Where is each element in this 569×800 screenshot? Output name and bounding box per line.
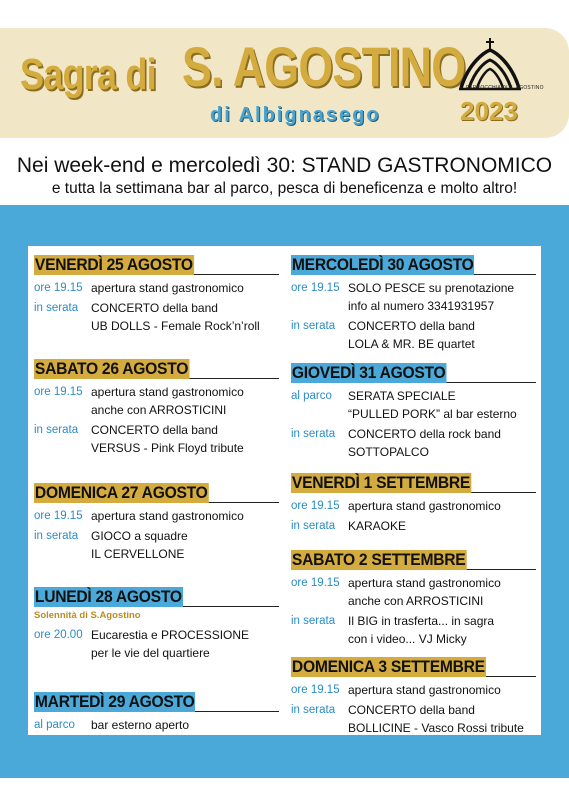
event-time: ore 19.15 <box>291 684 340 696</box>
day-block <box>34 587 279 662</box>
day-title: VENERDÌ 1 SETTEMBRE <box>291 473 471 492</box>
intro-headline: Nei week-end e mercoledì 30: STAND GASTRONOMICO <box>16 154 553 177</box>
day-block <box>34 255 279 335</box>
intro-subline: e tutta la settimana bar al parco, pesca di beneficenza e molto altro! <box>51 180 518 197</box>
day-header <box>34 692 279 712</box>
event-row <box>34 507 279 525</box>
event-row <box>291 574 536 610</box>
event-row <box>291 701 536 737</box>
day-block <box>291 473 536 535</box>
day-title: LUNEDÌ 28 AGOSTO <box>34 587 182 606</box>
event-time: in serata <box>291 320 336 332</box>
event-line: apertura stand gastronomico <box>91 281 244 295</box>
event-time: in serata <box>291 428 336 440</box>
event-time: in serata <box>291 615 336 627</box>
event-time: in serata <box>291 520 336 532</box>
day-header <box>291 657 536 677</box>
event-row <box>34 626 279 662</box>
day-block <box>291 255 536 353</box>
event-time: al parco <box>34 719 75 731</box>
event-line: SOTTOPALCO <box>348 445 429 459</box>
event-line: info al numero 3341931957 <box>348 299 495 313</box>
event-row <box>291 612 536 648</box>
event-line: SOLO PESCE su prenotazione <box>348 281 515 295</box>
event-line: LOLA & MR. BE quartet <box>348 337 475 351</box>
event-line: “PULLED PORK” al bar esterno <box>348 407 517 421</box>
event-time: ore 19.15 <box>291 500 340 512</box>
event-line: SERATA SPECIALE <box>348 389 456 403</box>
event-line: CONCERTO della rock band <box>348 427 501 441</box>
event-time: al parco <box>291 390 332 402</box>
day-title: VENERDÌ 25 AGOSTO <box>34 255 193 274</box>
day-header <box>34 359 279 379</box>
event-time: ore 19.15 <box>34 386 83 398</box>
title-saint-name: S. AGOSTINO <box>182 35 466 98</box>
event-row <box>291 425 536 461</box>
event-time: in serata <box>34 530 79 542</box>
day-header <box>291 255 536 275</box>
title-place: di Albignasego <box>210 104 381 126</box>
event-row <box>34 279 279 297</box>
day-block <box>34 692 279 734</box>
event-row <box>34 421 279 457</box>
day-header <box>291 363 536 383</box>
event-time: ore 20.00 <box>34 629 83 641</box>
day-title: MARTEDÌ 29 AGOSTO <box>34 692 195 711</box>
footer-strip <box>0 778 569 800</box>
title-sagra: Sagra di <box>20 50 156 99</box>
day-title: DOMENICA 3 SETTEMBRE <box>291 657 485 676</box>
event-row <box>34 716 279 734</box>
event-line: UB DOLLS - Female Rock’n’roll <box>91 319 260 333</box>
event-line: apertura stand gastronomico <box>91 509 244 523</box>
event-row <box>34 383 279 419</box>
event-line: GIOCO a squadre <box>91 529 188 543</box>
day-block <box>34 483 279 563</box>
day-title: DOMENICA 27 AGOSTO <box>34 483 208 502</box>
event-line: apertura stand gastronomico <box>91 385 244 399</box>
event-row <box>291 387 536 423</box>
day-header <box>34 255 279 275</box>
event-row <box>291 517 536 535</box>
day-block <box>34 359 279 457</box>
event-line: Eucarestia e PROCESSIONE <box>91 628 250 642</box>
event-time: ore 19.15 <box>34 282 83 294</box>
event-line: con i video... VJ Micky <box>348 632 467 646</box>
solemnity-note: Solennità di S.Agostino <box>34 610 141 621</box>
event-line: VERSUS - Pink Floyd tribute <box>91 441 244 455</box>
event-line: CONCERTO della band <box>348 319 475 333</box>
event-line: Il BIG in trasferta... in sagra <box>348 614 495 628</box>
event-line: per le vie del quartiere <box>91 646 210 660</box>
event-line: CONCERTO della band <box>91 301 218 315</box>
day-title: MERCOLEDÌ 30 AGOSTO <box>291 255 474 274</box>
day-title: SABATO 26 AGOSTO <box>34 359 189 378</box>
event-line: BOLLICINE - Vasco Rossi tribute <box>348 721 524 735</box>
event-line: apertura stand gastronomico <box>348 683 501 697</box>
event-row <box>291 279 536 315</box>
event-line: CONCERTO della band <box>348 703 475 717</box>
event-time: in serata <box>291 704 336 716</box>
day-header <box>291 550 536 570</box>
day-title: GIOVEDÌ 31 AGOSTO <box>291 363 446 382</box>
event-row <box>291 681 536 699</box>
event-line: apertura stand gastronomico <box>348 499 501 513</box>
event-line: CONCERTO della band <box>91 423 218 437</box>
day-header <box>291 473 536 493</box>
event-row <box>291 497 536 515</box>
event-time: in serata <box>34 424 79 436</box>
day-block <box>291 550 536 648</box>
day-header <box>34 483 279 503</box>
event-line: anche con ARROSTICINI <box>91 403 227 417</box>
title-year: 2023 <box>460 96 518 126</box>
day-header <box>34 587 279 607</box>
event-line: IL CERVELLONE <box>91 547 185 561</box>
day-title: SABATO 2 SETTEMBRE <box>291 550 466 569</box>
logo-caption: PARROCCHIA DI S. AGOSTINO <box>466 85 544 91</box>
event-line: apertura stand gastronomico <box>348 576 501 590</box>
event-time: ore 19.15 <box>34 510 83 522</box>
day-block <box>291 657 536 737</box>
event-time: ore 19.15 <box>291 577 340 589</box>
event-row <box>34 527 279 563</box>
event-line: KARAOKE <box>348 519 407 533</box>
event-time: in serata <box>34 302 79 314</box>
event-line: bar esterno aperto <box>91 718 190 732</box>
event-row <box>291 317 536 353</box>
day-block <box>291 363 536 461</box>
event-row <box>34 299 279 335</box>
event-line: anche con ARROSTICINI <box>348 594 484 608</box>
event-time: ore 19.15 <box>291 282 340 294</box>
